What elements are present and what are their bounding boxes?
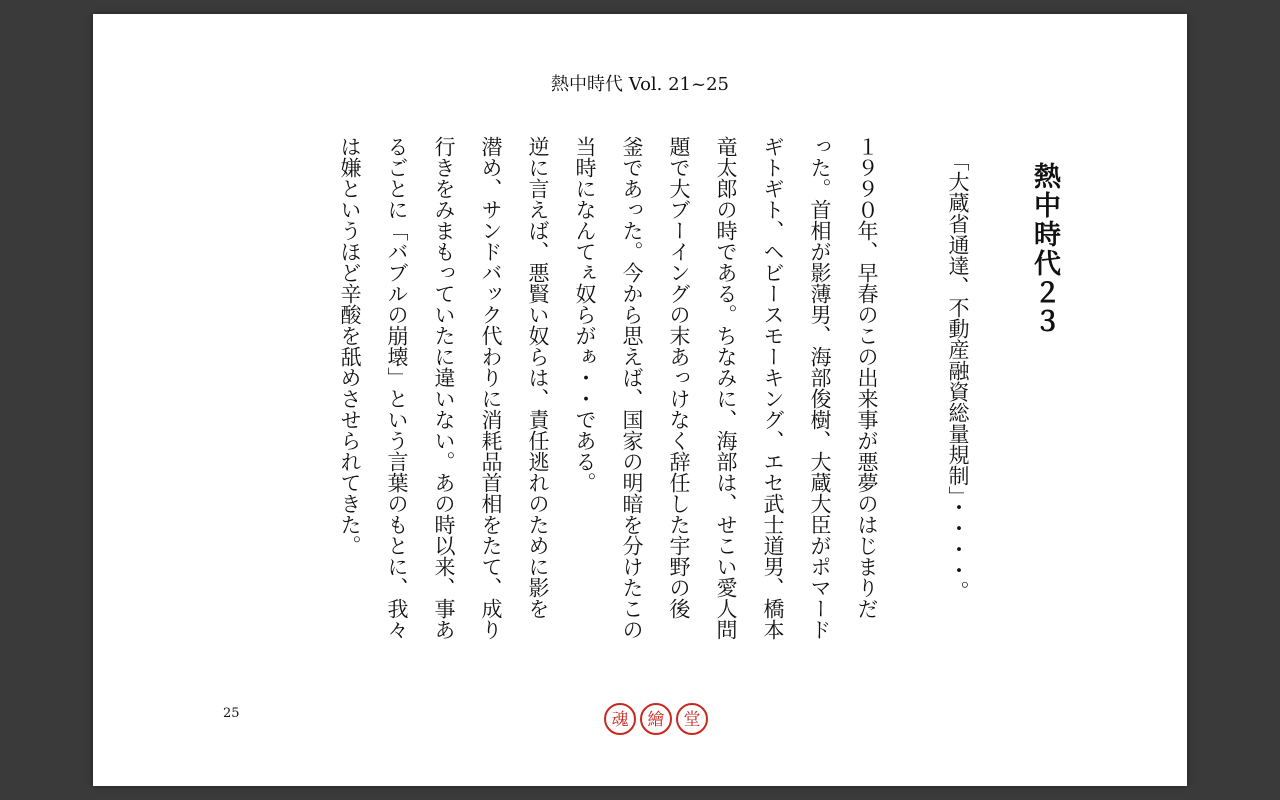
body-column-3: ギトギト、ヘビースモーキング、エセ武士道男、橋本 — [761, 136, 785, 640]
seal-stamp-1 — [603, 702, 637, 736]
body-column-12: は嫌というほど辛酸を舐めさせられてきた。 — [338, 136, 362, 556]
body-column-6: 釜であった。今から思えば、国家の明暗を分けたこの — [620, 136, 644, 640]
body-column-7: 当時になんてぇ奴らがぁ・・である。 — [573, 136, 597, 493]
body-column-5: 題で大ブーイングの末あっけなく辞任した宇野の後 — [667, 136, 691, 619]
seal-stamp-3 — [675, 702, 709, 736]
svg-text:堂: 堂 — [683, 710, 701, 730]
svg-text:魂: 魂 — [611, 710, 629, 730]
svg-text:繪: 繪 — [647, 710, 665, 730]
body-column-9: 潜め、サンドバック代わりに消耗品首相をたて、成り — [479, 136, 503, 640]
body-column-4: 竜太郎の時である。ちなみに、海部は、せこい愛人問 — [714, 136, 738, 640]
body-column-2: った。首相が影薄男、海部俊樹、大蔵大臣がポマード — [808, 136, 832, 640]
chapter-title: 熱中時代２３ — [1029, 162, 1060, 336]
body-column-10: 行きをみまもっていたに違いない。あの時以来、事あ — [432, 136, 456, 640]
body-column-11: るごとに「バブルの崩壊」という言葉のもとに、我々 — [385, 136, 409, 640]
page-number: 25 — [223, 706, 240, 721]
running-header: 熱中時代 Vol. 21~25 — [551, 74, 729, 95]
chapter-subtitle: 「大蔵省通達、不動産融資総量規制」・・・・。 — [946, 150, 970, 602]
seal-stamp-2 — [639, 702, 673, 736]
body-column-8: 逆に言えば、悪賢い奴らは、責任逃れのために影を — [526, 136, 550, 619]
document-page — [93, 14, 1187, 786]
publisher-seal — [603, 702, 715, 738]
body-column-1: １９９０年、早春のこの出来事が悪夢のはじまりだ — [855, 136, 879, 619]
